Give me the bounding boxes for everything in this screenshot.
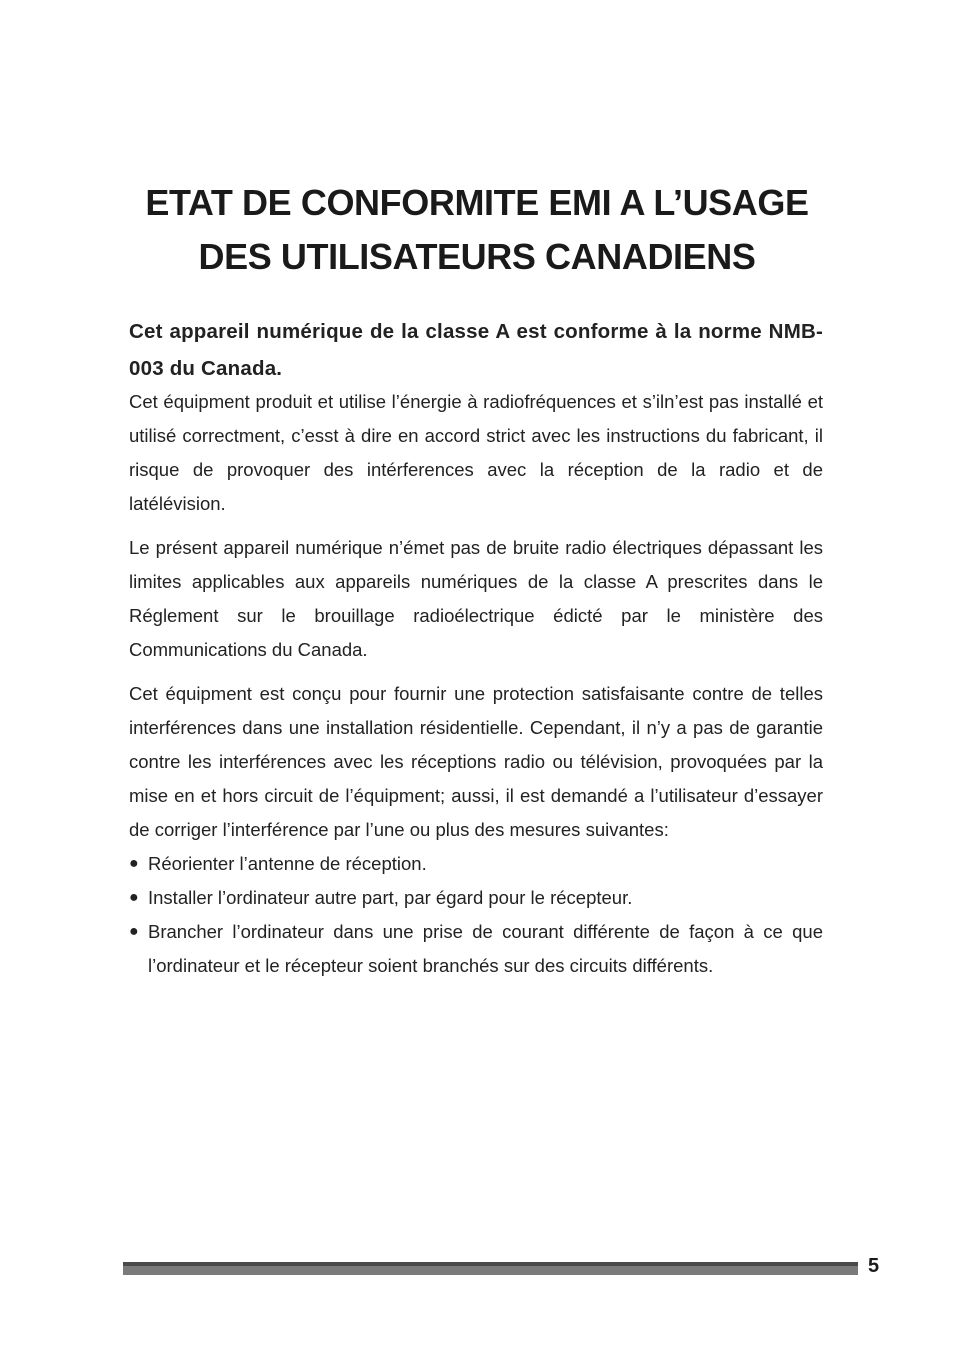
page-title-line-1: ETAT DE CONFORMITE EMI A L’USAGE xyxy=(145,182,809,223)
paragraph-corrective-measures: Cet équipment est conçu pour fournir une protection satisfaisante contre de telles interférences dans une installation résidentielle. Cependant, il n’y a pas de garantie contre les interférences avec les réceptions radio ou télévision, provoquées par la mise en et hors circuit de l’équipment; aussi, il est demandé a l’utilisateur d’essayer de corriger l’interférence par l’une ou plus des mesures suivantes: xyxy=(129,683,823,840)
list-item-text: Réorienter l’antenne de réception. xyxy=(148,853,427,874)
bullet-icon: ● xyxy=(129,855,139,872)
list-item-text: Brancher l’ordinateur dans une prise de courant différente de façon à ce que l’ordinateur et le récepteur soient branchés sur des circuits différents. xyxy=(148,921,823,976)
paragraph-regulation-compliance: Le présent appareil numérique n’émet pas de bruite radio électriques dépassant les limites applicables aux appareils numériques de la classe A prescrites dans le Réglement sur le brouillage radioélectrique édicté par le ministère des Communications du Canada. xyxy=(129,537,823,660)
page-title xyxy=(100,176,854,284)
list-item xyxy=(129,847,823,881)
measures-list xyxy=(129,847,823,983)
bullet-icon: ● xyxy=(129,889,139,906)
footer-rule xyxy=(123,1262,858,1275)
list-item xyxy=(129,915,823,983)
list-item xyxy=(129,881,823,915)
page-title-line-2: DES UTILISATEURS CANADIENS xyxy=(198,236,756,277)
paragraph-interference-warning: Cet équipment produit et utilise l’énergie à radiofréquences et s’iln’est pas installé et utilisé correctment, c’esst à dire en accord strict avec les instructions du fabricant, il risque de provoquer des intérferences avec la réception de la radio et de latélévision. xyxy=(129,391,823,514)
page-number: 5 xyxy=(868,1255,880,1277)
document-body xyxy=(129,313,823,983)
lead-statement: Cet appareil numérique de la classe A est conforme à la norme NMB-003 du Canada. xyxy=(129,320,823,380)
list-item-text: Installer l’ordinateur autre part, par égard pour le récepteur. xyxy=(148,887,633,908)
bullet-icon: ● xyxy=(129,923,139,940)
